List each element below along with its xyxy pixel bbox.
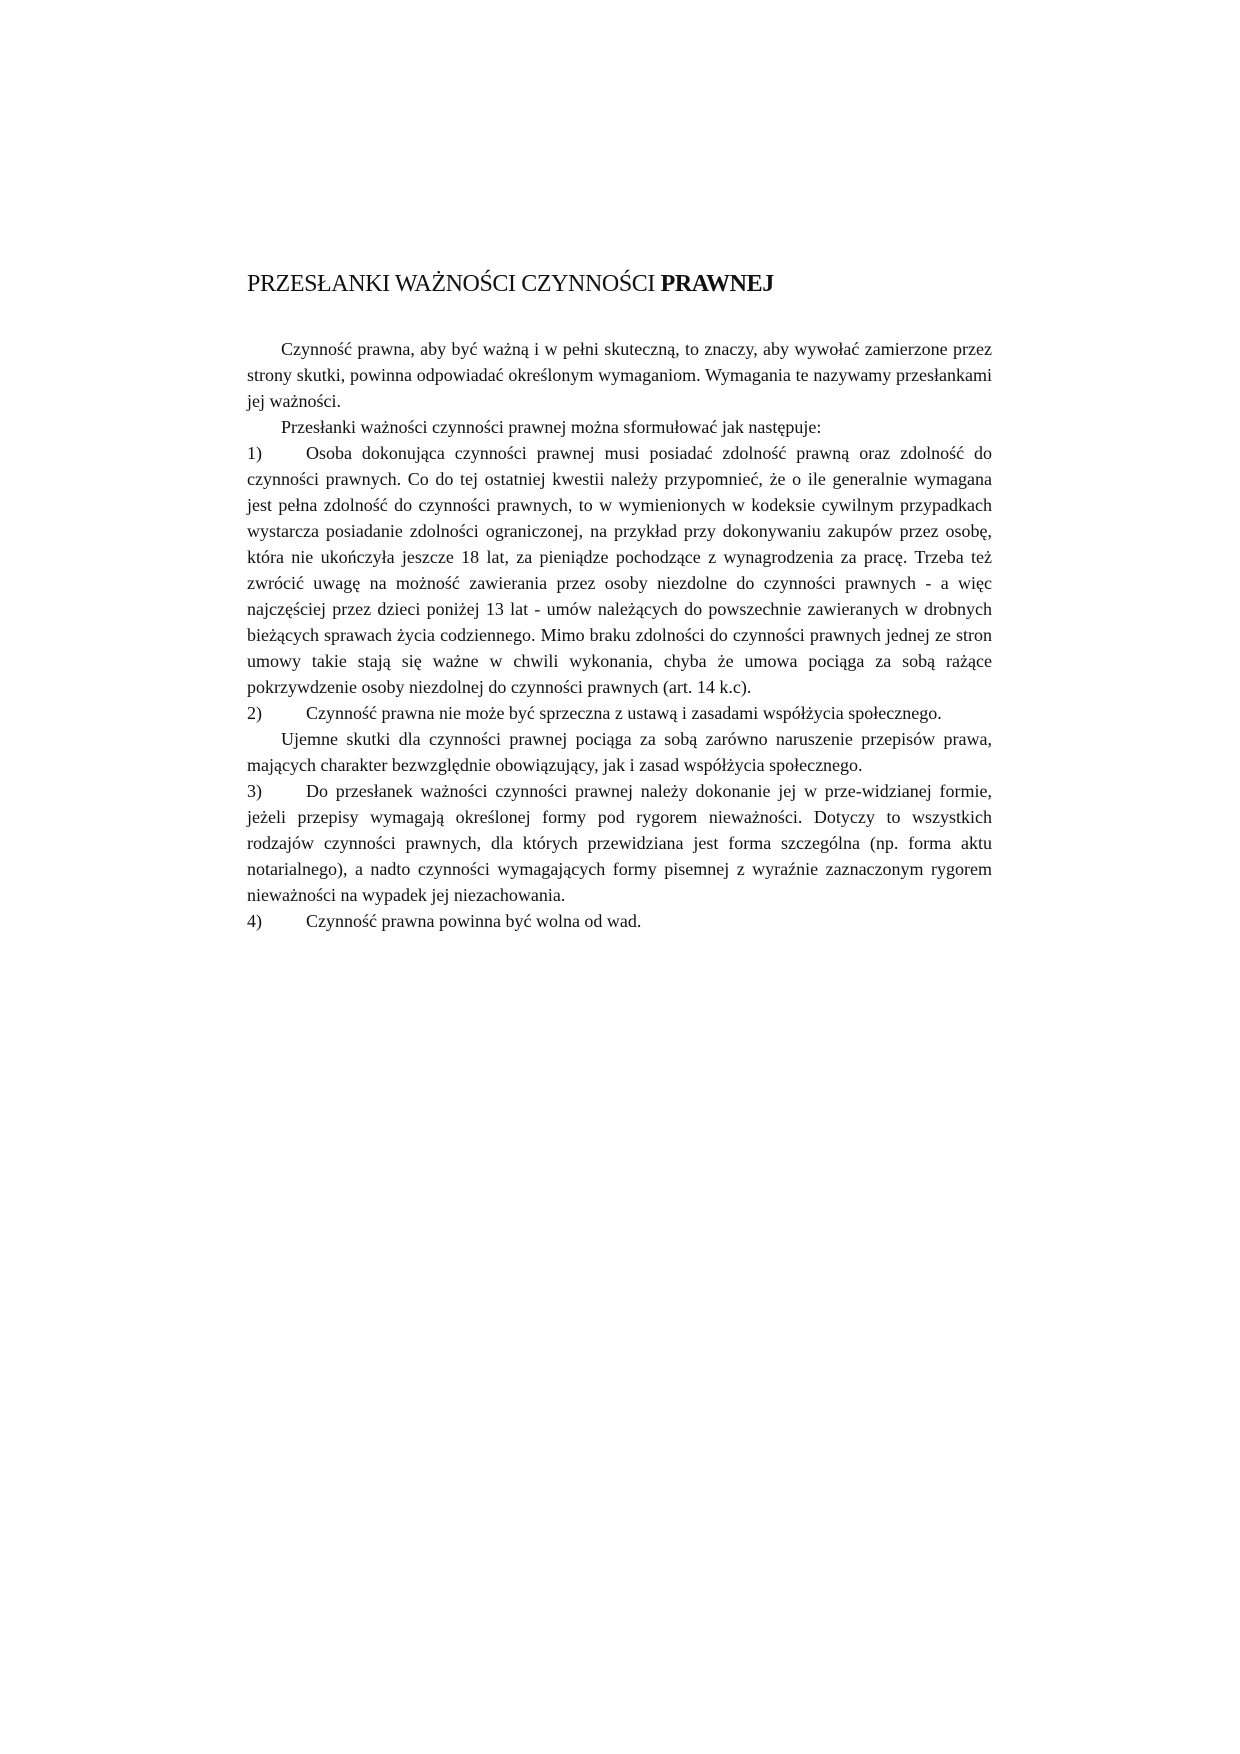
- title-regular: PRZESŁANKI WAŻNOŚCI CZYNNOŚCI: [247, 271, 661, 298]
- list-item-2: 2) Czynność prawna nie może być sprzeczna z ustawą i zasadami współżycia społecznego.: [247, 700, 992, 726]
- intro-paragraph-1: Czynność prawna, aby być ważną i w pełni skuteczną, to znaczy, aby wywołać zamierzone przez strony skutki, powinna odpowiadać określonym wymaganiom. Wymagania te nazywamy przesłankami jej ważności.: [247, 339, 992, 411]
- title-bold: PRAWNEJ: [660, 271, 774, 298]
- list-item-text: Czynność prawna nie może być sprzeczna z ustawą i zasadami współżycia społecznego.: [306, 703, 942, 723]
- list-item-text: Czynność prawna powinna być wolna od wad.: [306, 911, 642, 931]
- list-item-1: 1) Osoba dokonująca czynności prawnej musi posiadać zdolność prawną oraz zdolność do czynności prawnych. Co do tej ostatniej kwestii należy przypomnieć, że o ile generalnie wymagana jest pełna zdolność do czynności prawnych, to w wymienionych w kodeksie cywilnym przypadkach wystarcza posiadanie zdolności ograniczonej, na przykład przy dokonywaniu zakupów przez osobę, która nie ukończyła jeszcze 18 lat, za pieniądze pochodzące z wynagrodzenia za pracę. Trzeba też zwrócić uwagę na możność zawierania przez osoby niezdolne do czynności prawnych - a więc najczęściej przez dzieci poniżej 13 lat - umów należących do powszechnie zawieranych w drobnych bieżących sprawach życia codziennego. Mimo braku zdolności do czynności prawnych jednej ze stron umowy takie stają się ważne w chwili wykonania, chyba że umowa pociąga za sobą rażące pokrzywdzenie osoby niezdolnej do czynności prawnych (art. 14 k.c).: [247, 440, 992, 700]
- list-item-3: 3) Do przesłanek ważności czynności prawnej należy dokonanie jej w prze-widzianej formie, jeżeli przepisy wymagają określonej formy pod rygorem nieważności. Dotyczy to wszystkich rodzajów czynności prawnych, dla których przewidziana jest forma szczególna (np. forma aktu notarialnego), a nadto czynności wymagających formy pisemnej z wyraźnie zaznaczonym rygorem nieważności na wypadek jej niezachowania.: [247, 778, 992, 908]
- list-item-text: Do przesłanek ważności czynności prawnej należy dokonanie jej w prze-widzianej formie, jeżeli przepisy wymagają określonej formy pod rygorem nieważności. Dotyczy to wszystkich rodzajów czynności prawnych, dla których przewidziana jest forma szczególna (np. forma aktu notarialnego), a nadto czynności wymagających formy pisemnej z wyraźnie zaznaczonym rygorem nieważności na wypadek jej niezachowania.: [247, 781, 992, 905]
- document-body: [247, 336, 992, 934]
- list-item-4: 4) Czynność prawna powinna być wolna od wad.: [247, 908, 992, 934]
- document-title: [247, 268, 1007, 300]
- intro-paragraph-2: Przesłanki ważności czynności prawnej można sformułować jak następuje:: [281, 417, 822, 437]
- list-item-text: Osoba dokonująca czynności prawnej musi posiadać zdolność prawną oraz zdolność do czynności prawnych. Co do tej ostatniej kwestii należy przypomnieć, że o ile generalnie wymagana jest pełna zdolność do czynności prawnych, to w wymienionych w kodeksie cywilnym przypadkach wystarcza posiadanie zdolności ograniczonej, na przykład przy dokonywaniu zakupów przez osobę, która nie ukończyła jeszcze 18 lat, za pieniądze pochodzące z wynagrodzenia za pracę. Trzeba też zwrócić uwagę na możność zawierania przez osoby niezdolne do czynności prawnych - a więc najczęściej przez dzieci poniżej 13 lat - umów należących do powszechnie zawieranych w drobnych bieżących sprawach życia codziennego. Mimo braku zdolności do czynności prawnych jednej ze stron umowy takie stają się ważne w chwili wykonania, chyba że umowa pociąga za sobą rażące pokrzywdzenie osoby niezdolnej do czynności prawnych (art. 14 k.c).: [247, 443, 992, 697]
- middle-paragraph: Ujemne skutki dla czynności prawnej pociąga za sobą zarówno naruszenie przepisów prawa, mających charakter bezwzględnie obowiązujący, jak i zasad współżycia społecznego.: [247, 729, 992, 775]
